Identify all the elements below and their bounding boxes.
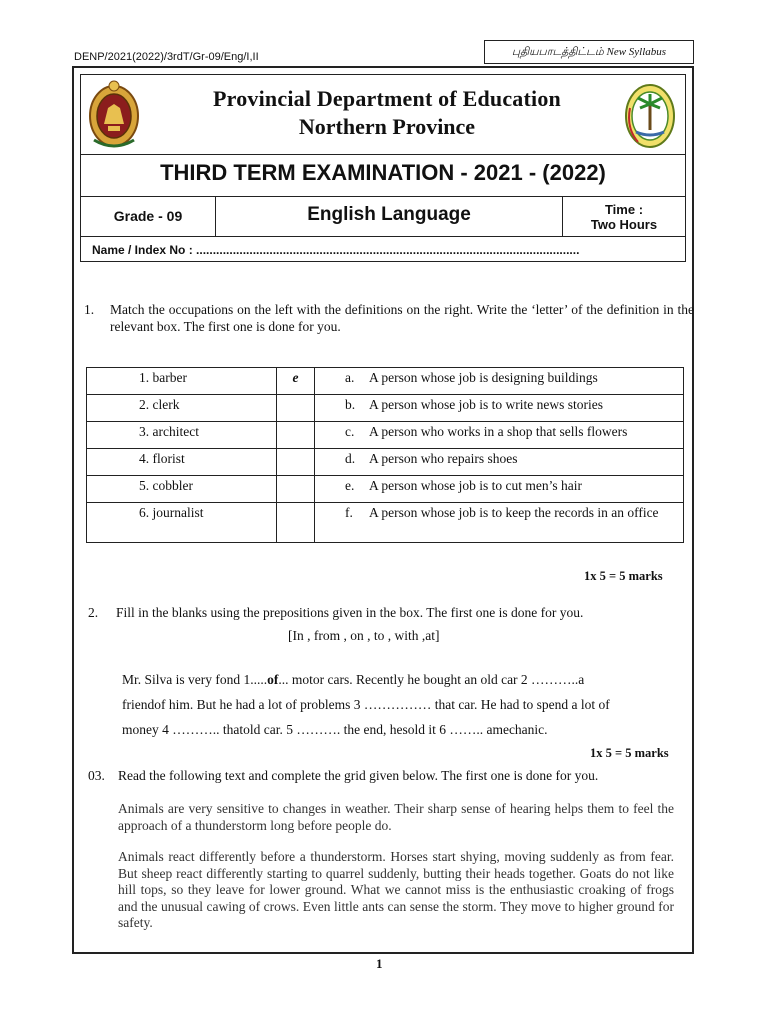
definition-cell <box>315 368 684 395</box>
definition-text: A person who works in a shop that sells flowers <box>369 424 628 439</box>
table-row <box>87 503 684 543</box>
definition-text: A person who repairs shoes <box>369 451 518 466</box>
table-row <box>87 449 684 476</box>
answer-box[interactable] <box>277 449 315 476</box>
name-index-field[interactable]: Name / Index No : ................................................................................................................... <box>92 243 580 257</box>
passage-line: Mr. Silva is very fond 1.....of... motor cars. Recently he bought an old car 2 ………..a <box>122 672 585 687</box>
header-divider <box>80 236 686 237</box>
occupation-cell: 6. journalist <box>87 503 277 543</box>
definition-text: A person whose job is designing buildings <box>369 370 598 385</box>
definition-text: A person whose job is to keep the records in an office <box>369 505 659 520</box>
definition-letter: b. <box>345 397 356 412</box>
time-label: Time : <box>604 202 644 217</box>
question-number: 2. <box>88 605 99 620</box>
definition-letter: a. <box>345 370 355 385</box>
definition-text: A person whose job is to cut men’s hair <box>369 478 582 493</box>
matching-table <box>86 367 684 543</box>
definition-cell <box>315 503 684 543</box>
question-instruction: Match the occupations on the left with the definitions on the right. Write the ‘letter’ of the definition in the relevant box. The first one is done for you. <box>110 302 694 334</box>
definition-letter: e. <box>345 478 355 493</box>
answer-box[interactable]: e <box>277 368 315 395</box>
table-row <box>87 368 684 395</box>
answer-box[interactable] <box>277 395 315 422</box>
marks-label: 1x 5 = 5 marks <box>584 569 663 583</box>
definition-letter: d. <box>345 451 356 466</box>
reading-paragraph: Animals are very sensitive to changes in weather. Their sharp sense of hearing helps them to feel the approach of a thunderstorm long before people do. <box>118 801 674 833</box>
question-number: 03. <box>88 768 105 783</box>
answer-box[interactable] <box>277 422 315 449</box>
passage-line: money 4 ……….. thatold car. 5 ………. the end, hesold it 6 …….. amechanic. <box>122 722 548 737</box>
national-emblem-icon <box>88 78 140 150</box>
reading-paragraph: Animals react differently before a thunderstorm. Horses start shying, moving suddenly as from fear. But sheep react differently starting to quarrel suddenly, butting their heads together. Goats do not like hill tops, so they leave for lower ground. What we cannot miss is the enthusiastic croaking of frogs and the unusual cawing of crows. Even little ants can sense the storm. They move to higher ground for safety. <box>118 849 674 930</box>
definition-cell <box>315 476 684 503</box>
occupation-cell: 1. barber <box>87 368 277 395</box>
definition-cell <box>315 395 684 422</box>
question-number: 1. <box>84 302 95 317</box>
table-row <box>87 476 684 503</box>
question-instruction: Fill in the blanks using the prepositions given in the box. The first one is done for you. <box>116 605 584 620</box>
province-title: Northern Province <box>298 114 476 139</box>
definition-text: A person whose job is to write news stories <box>369 397 603 412</box>
passage-line: friendof him. But he had a lot of problems 3 …………… that car. He had to spend a lot of <box>122 697 610 712</box>
answer-box[interactable] <box>277 503 315 543</box>
answer-box[interactable] <box>277 476 315 503</box>
definition-cell <box>315 449 684 476</box>
table-row <box>87 395 684 422</box>
question-instruction: Read the following text and complete the grid given below. The first one is done for you. <box>118 768 599 783</box>
syllabus-label: புதியபாடத்திட்டம் New Syllabus <box>484 40 694 64</box>
occupation-cell: 3. architect <box>87 422 277 449</box>
time-value: Two Hours <box>590 217 658 232</box>
definition-cell <box>315 422 684 449</box>
subject-label: English Language <box>307 204 471 225</box>
table-row <box>87 422 684 449</box>
exam-title: THIRD TERM EXAMINATION - 2021 - (2022) <box>160 160 606 185</box>
department-title: Provincial Department of Education <box>213 86 561 111</box>
provincial-emblem-icon <box>624 78 676 150</box>
header-divider <box>80 154 686 155</box>
occupation-cell: 2. clerk <box>87 395 277 422</box>
grade-label: Grade - 09 <box>113 208 183 224</box>
occupation-cell: 5. cobbler <box>87 476 277 503</box>
definition-letter: c. <box>345 424 355 439</box>
marks-label: 1x 5 = 5 marks <box>590 746 669 760</box>
occupation-cell: 4. florist <box>87 449 277 476</box>
page-number: 1 <box>376 956 383 971</box>
preposition-box: [In , from , on , to , with ,at] <box>288 628 440 643</box>
definition-letter: f. <box>345 505 353 520</box>
document-code: DENP/2021(2022)/3rdT/Gr-09/Eng/I,II <box>74 51 259 63</box>
